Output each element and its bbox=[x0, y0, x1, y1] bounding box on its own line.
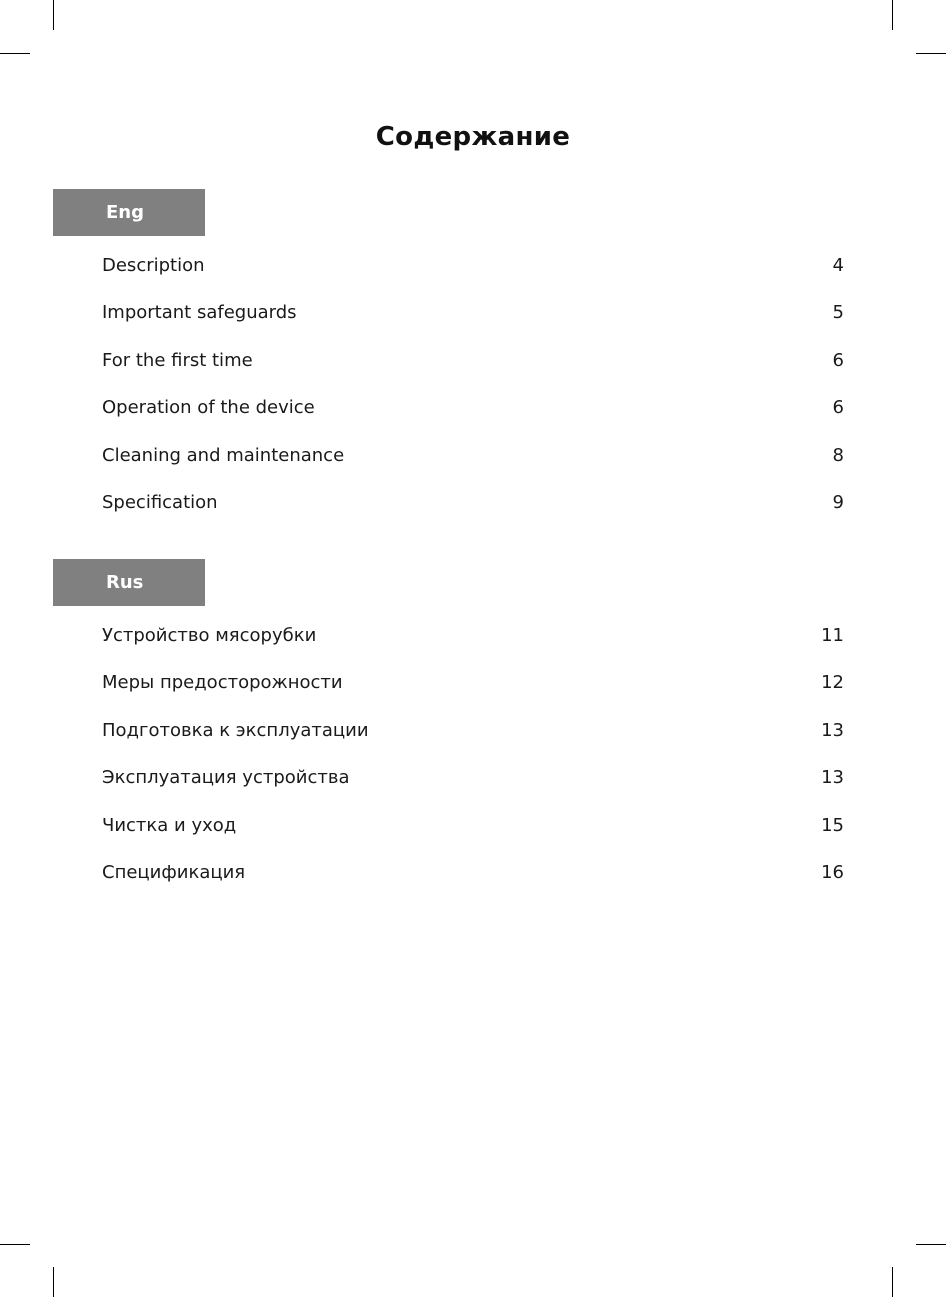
toc-item-label: Подготовка к эксплуатации bbox=[102, 719, 369, 741]
crop-mark-top-left-horizontal bbox=[0, 53, 30, 54]
section-tab-rus: Rus bbox=[53, 559, 205, 606]
toc-item[interactable] bbox=[102, 254, 844, 301]
toc-item[interactable] bbox=[102, 861, 844, 908]
toc-item-label: Чистка и уход bbox=[102, 814, 237, 836]
toc-item-page: 13 bbox=[821, 767, 844, 789]
crop-mark-top-right-vertical bbox=[892, 0, 893, 30]
toc-item-page: 16 bbox=[821, 861, 844, 883]
crop-mark-top-left-vertical bbox=[53, 0, 54, 30]
toc-item[interactable] bbox=[102, 491, 844, 538]
page-title: Содержание bbox=[375, 122, 571, 152]
crop-mark-bottom-right-vertical bbox=[892, 1267, 893, 1297]
toc-item[interactable] bbox=[102, 719, 844, 766]
toc-item-label: Specification bbox=[102, 491, 218, 513]
toc-item[interactable] bbox=[102, 766, 844, 813]
toc-item[interactable] bbox=[102, 396, 844, 443]
toc-item-page: 6 bbox=[832, 397, 844, 419]
toc-item-label: For the first time bbox=[102, 349, 253, 371]
toc-item-page: 13 bbox=[821, 719, 844, 741]
toc-item[interactable] bbox=[102, 671, 844, 718]
toc-item[interactable] bbox=[102, 814, 844, 861]
toc-item-page: 15 bbox=[821, 814, 844, 836]
toc-item[interactable] bbox=[102, 349, 844, 396]
toc-item-label: Important safeguards bbox=[102, 302, 297, 324]
toc-item-label: Cleaning and maintenance bbox=[102, 444, 345, 466]
toc-item-page: 4 bbox=[832, 255, 844, 276]
toc-item[interactable] bbox=[102, 444, 844, 491]
toc-list-eng bbox=[102, 254, 844, 538]
toc-item[interactable] bbox=[102, 301, 844, 348]
toc-item-page: 11 bbox=[821, 625, 844, 646]
toc-item-label: Эксплуатация устройства bbox=[102, 767, 350, 789]
toc-item-label: Description bbox=[102, 255, 205, 276]
toc-item-page: 9 bbox=[832, 491, 844, 513]
toc-item-page: 8 bbox=[832, 444, 844, 466]
crop-mark-top-right-horizontal bbox=[916, 53, 946, 54]
toc-item[interactable] bbox=[102, 624, 844, 671]
toc-item-page: 5 bbox=[832, 302, 844, 324]
crop-mark-bottom-left-horizontal bbox=[0, 1244, 30, 1245]
toc-item-label: Меры предосторожности bbox=[102, 672, 343, 694]
toc-item-label: Спецификация bbox=[102, 861, 246, 883]
crop-mark-bottom-right-horizontal bbox=[916, 1244, 946, 1245]
toc-item-page: 6 bbox=[832, 349, 844, 371]
toc-item-label: Устройство мясорубки bbox=[102, 625, 317, 646]
crop-mark-bottom-left-vertical bbox=[53, 1267, 54, 1297]
toc-list-rus bbox=[102, 624, 844, 908]
section-tab-eng: Eng bbox=[53, 189, 205, 236]
toc-item-page: 12 bbox=[821, 672, 844, 694]
toc-item-label: Operation of the device bbox=[102, 397, 315, 419]
